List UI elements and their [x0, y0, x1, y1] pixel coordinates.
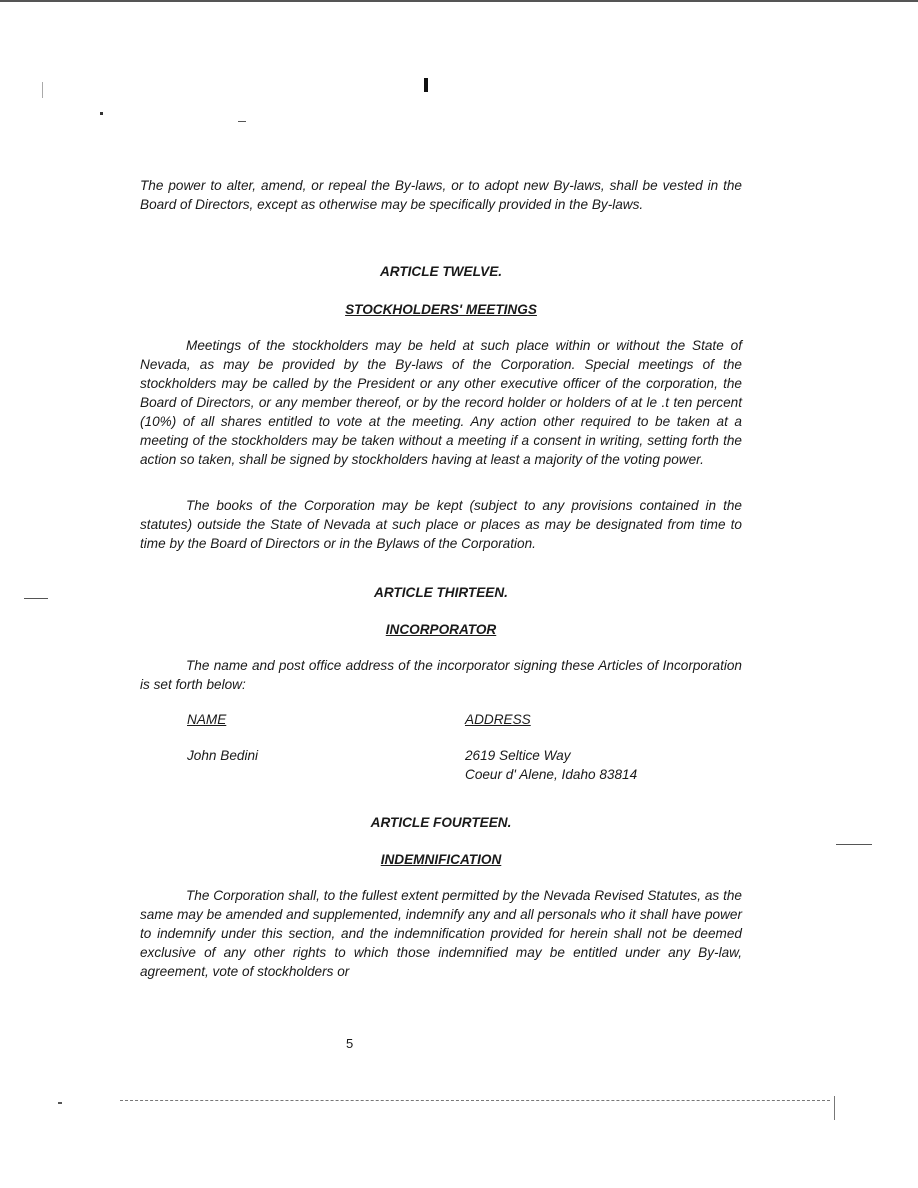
- article-twelve-subtitle: STOCKHOLDERS' MEETINGS: [345, 302, 537, 317]
- scan-speck: [42, 82, 43, 98]
- article-twelve-title: ARTICLE TWELVE.: [379, 264, 503, 279]
- page-number: 5: [346, 1036, 354, 1051]
- article-twelve-paragraph-2: The books of the Corporation may be kept (subject to any provisions contained in the statutes) outside the State of Nevada at such place or places as may be designated from time to time by the Board of Directors or in the Bylaws of the Corporation.: [140, 498, 742, 551]
- scan-speck: [100, 112, 103, 115]
- scan-speck: [58, 1102, 62, 1104]
- article-twelve-paragraph-1: Meetings of the stockholders may be held at such place within or without the State of Nevada, as may be provided by the By-laws of the Corporation. Special meetings of the stockholders may be called by the President or any other executive officer of the corporation, the Board of Directors, or any member thereof, or by the record holder or holders of at le .t ten percent (10%) of all shares entitled to vote at the meeting. Any action other required to be taken at a meeting of the stockholders may be taken without a meeting if a consent in writing, setting forth the action so taken, shall be signed by stockholders having at least a majority of the voting power.: [140, 338, 742, 467]
- scan-margin-mark: [836, 844, 872, 845]
- bottom-scan-line: [120, 1100, 830, 1101]
- intro-paragraph: The power to alter, amend, or repeal the By-laws, or to adopt new By-laws, shall be vested in the Board of Directors, except as otherwise may be specifically provided in the By-laws.: [140, 178, 742, 212]
- address-column-header: ADDRESS: [465, 712, 531, 727]
- article-thirteen-subtitle: INCORPORATOR: [385, 622, 497, 637]
- article-thirteen-title: ARTICLE THIRTEEN.: [374, 585, 508, 600]
- article-fourteen-subtitle: INDEMNIFICATION: [380, 852, 502, 867]
- incorporator-address-line-2: Coeur d' Alene, Idaho 83814: [465, 767, 638, 782]
- scan-speck: [238, 121, 246, 122]
- name-column-header: NAME: [187, 712, 227, 727]
- incorporator-name: John Bedini: [187, 748, 259, 763]
- scan-margin-mark: [24, 598, 48, 599]
- scan-edge: [0, 0, 918, 2]
- scan-corner-mark: [834, 1096, 835, 1120]
- page-mark: [424, 78, 428, 92]
- article-fourteen-title: ARTICLE FOURTEEN.: [370, 815, 512, 830]
- incorporator-address-line-1: 2619 Seltice Way: [465, 748, 571, 763]
- article-thirteen-paragraph: The name and post office address of the incorporator signing these Articles of Incorporation is set forth below:: [140, 658, 742, 692]
- article-fourteen-paragraph: The Corporation shall, to the fullest extent permitted by the Nevada Revised Statutes, as the same may be amended and supplemented, indemnify any and all personals who it shall have power to indemnify under this section, and the indemnification provided for herein shall not be deemed exclusive of any other rights to which those indemnified may be entitled under any By-law, agreement, vote of stockholders or: [140, 888, 742, 979]
